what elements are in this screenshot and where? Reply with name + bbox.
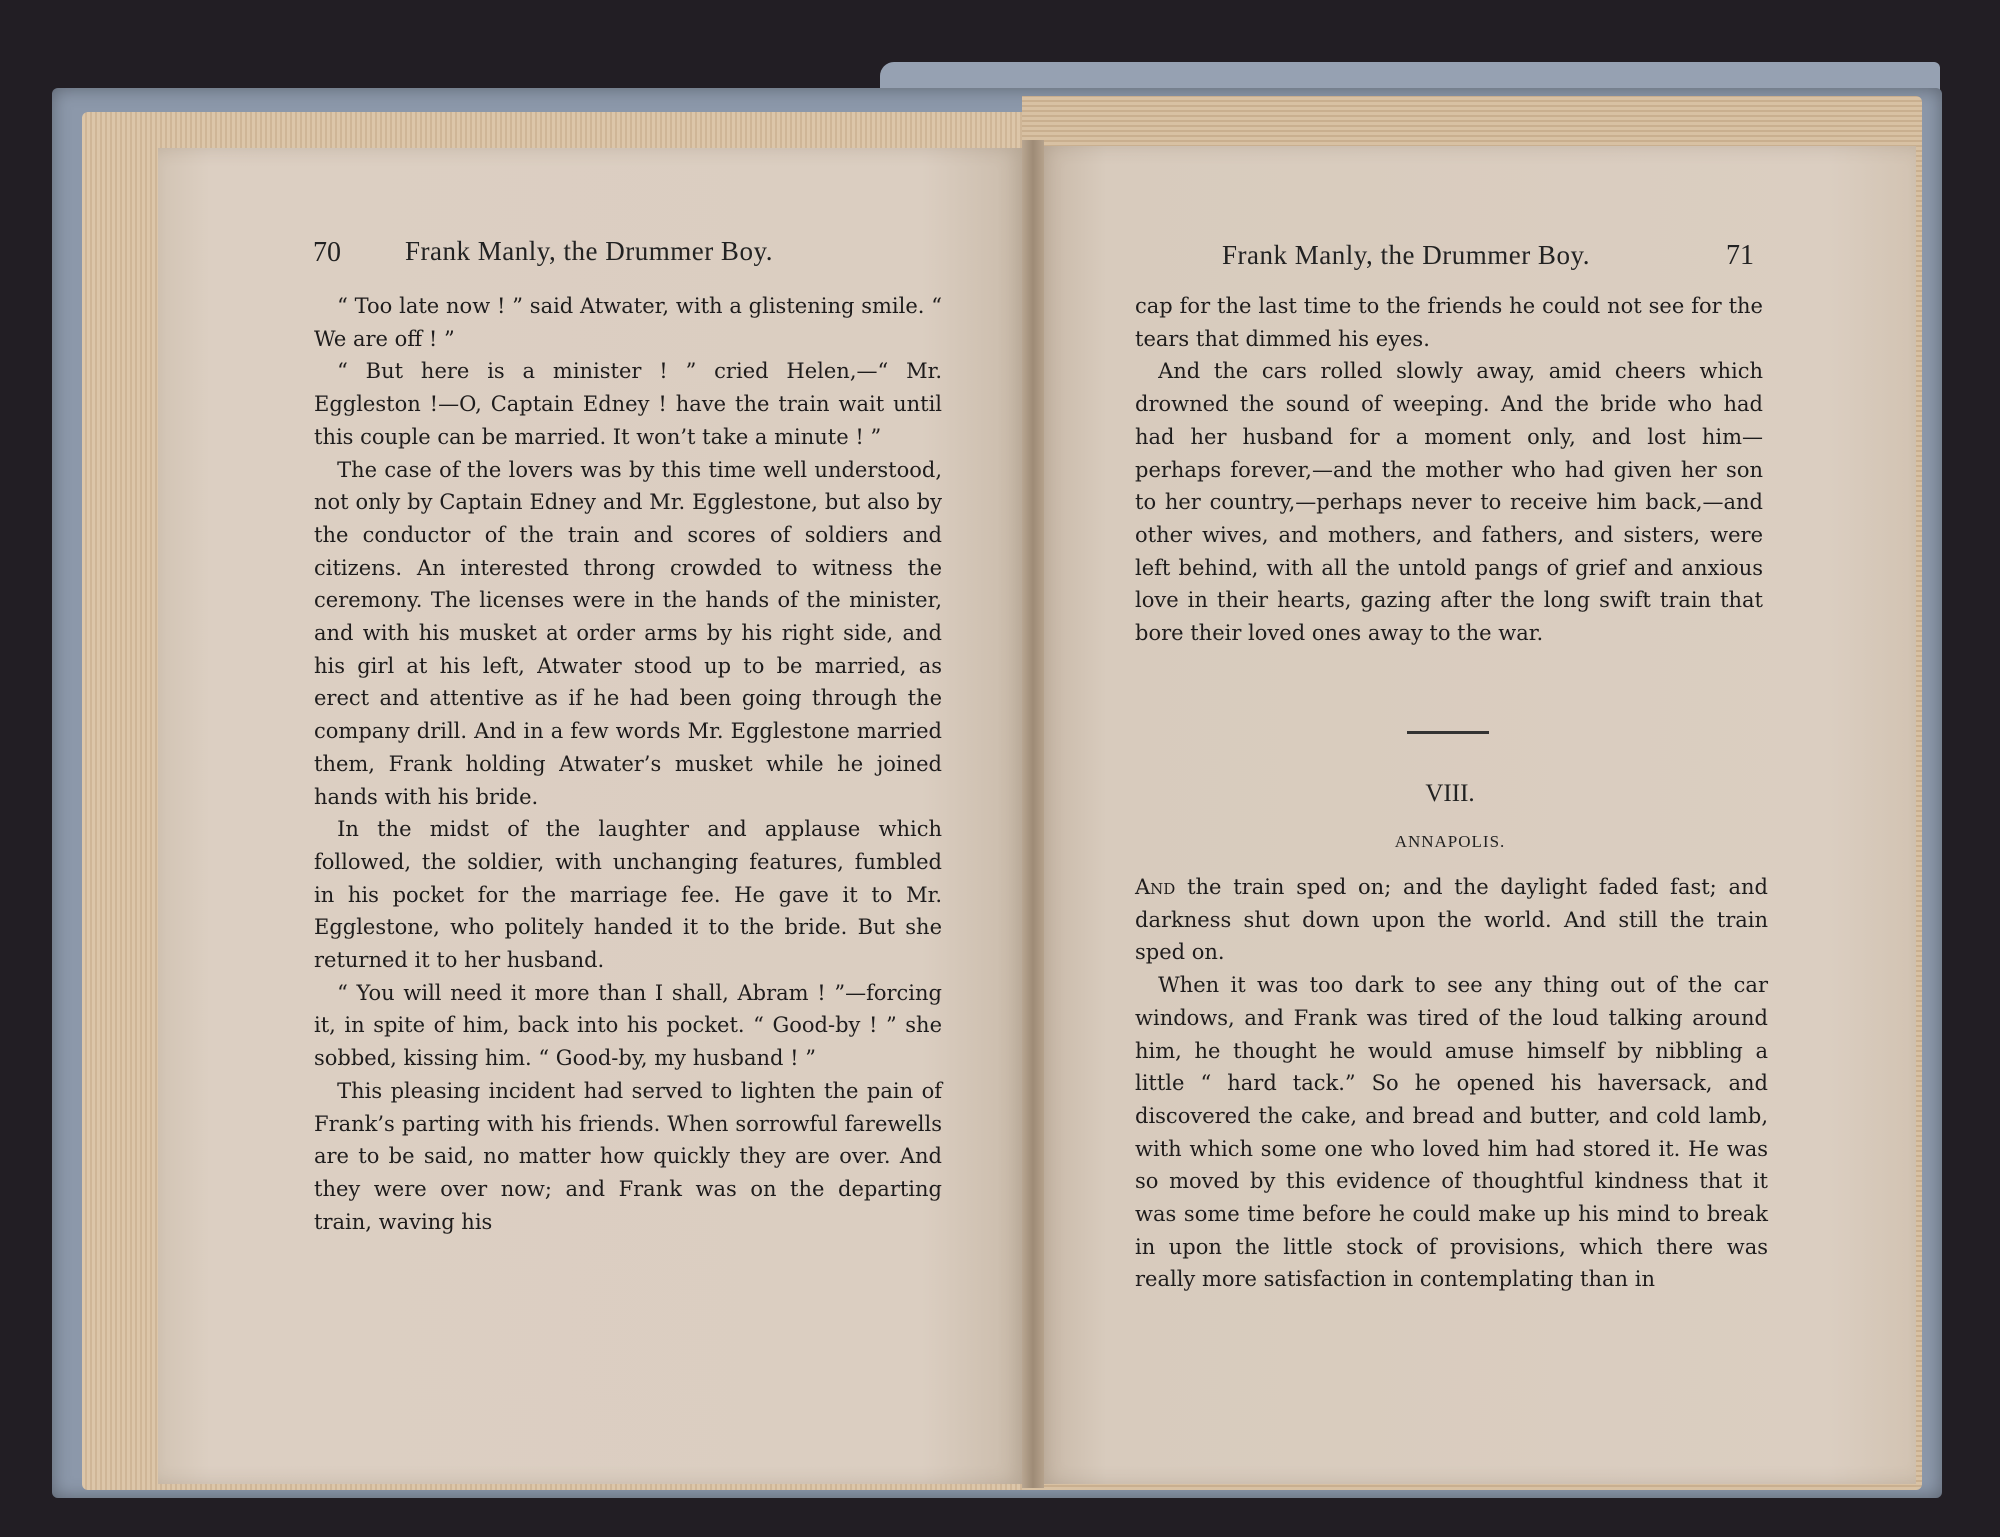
paragraph: When it was too dark to see any thing out of the car windows, and Frank was tired of the loud talking around him, he thought he would amuse himself by nibbling a little “ hard tack.” So he opened his haversack, and discovered the cake, and bread and butter, and cold lamb, with which some one who loved him had stored it. He was so moved by this evidence of thoughtful kindness that it was some time before he could make up his mind to break in upon the little stock of provisions, which there was really more satisfaction in contemplating than in — [1135, 973, 1768, 1292]
left-running-head: Frank Manly, the Drummer Boy. — [405, 236, 773, 266]
paragraph: “ Too late now ! ” said Atwater, with a glistening smile. “ We are off ! ” — [314, 294, 942, 351]
chapter-first-word: And — [1135, 875, 1176, 899]
paragraph: This pleasing incident had served to lighten the pain of Frank’s parting with his friends. When sorrowful farewells are to be said, no matter how quickly they are over. And they were over now; and Frank was on the departing train, waving his — [314, 1078, 942, 1234]
section-divider — [1407, 731, 1489, 734]
right-running-head: Frank Manly, the Drummer Boy. — [1222, 240, 1590, 270]
chapter-text — [1135, 871, 1768, 1296]
book-gutter — [1022, 140, 1044, 1488]
paragraph: cap for the last time to the friends he could not see for the tears that dimmed his eyes. — [1135, 294, 1763, 351]
left-page-number: 70 — [313, 237, 341, 268]
paragraph-body: the train sped on; and the daylight faded fast; and darkness shut down upon the world. And still the train sped on. — [1135, 875, 1768, 965]
paragraph — [1135, 871, 1768, 969]
paragraph: In the midst of the laughter and applause which followed, the soldier, with unchanging features, fumbled in his pocket for the marriage fee. He gave it to Mr. Egglestone, who politely handed it to the bride. But she returned it to her husband. — [314, 817, 942, 973]
paragraph: And the cars rolled slowly away, amid cheers which drowned the sound of weeping. And the bride who had had her husband for a moment only, and lost him—perhaps forever,—and the mother who had given her son to her country,—perhaps never to receive him back,—and other wives, and mothers, and fathers, and sisters, were left behind, with all the untold pangs of grief and anxious love in their hearts, gazing after the long swift train that bore their loved ones away to the war. — [1135, 359, 1763, 646]
right-page-number: 71 — [1726, 240, 1754, 271]
paragraph: The case of the lovers was by this time well understood, not only by Captain Edney and Mr. Egglestone, but also by the conductor of the train and scores of soldiers and citizens. An interested throng crowded to witness the ceremony. The licenses were in the hands of the minister, and with his musket at order arms by his right side, and his girl at his left, Atwater stood up to be married, as erect and attentive as if he had been going through the company drill. And in a few words Mr. Egglestone married them, Frank holding Atwater’s musket while he joined hands with his bride. — [314, 457, 942, 809]
chapter-number: VIII. — [1425, 780, 1475, 807]
paragraph: “ But here is a minister ! ” cried Helen,—“ Mr. Eggleston !—O, Captain Edney ! have the train wait until this couple can be married. It won’t take a minute ! ” — [314, 359, 942, 449]
chapter-title: ANNAPOLIS. — [1394, 832, 1506, 851]
right-page-text — [1135, 290, 1763, 650]
left-page-text — [314, 290, 942, 1238]
paragraph: “ You will need it more than I shall, Abram ! ”—forcing it, in spite of him, back into his pocket. “ Good-by ! ” she sobbed, kissing him. “ Good-by, my husband ! ” — [314, 980, 942, 1071]
